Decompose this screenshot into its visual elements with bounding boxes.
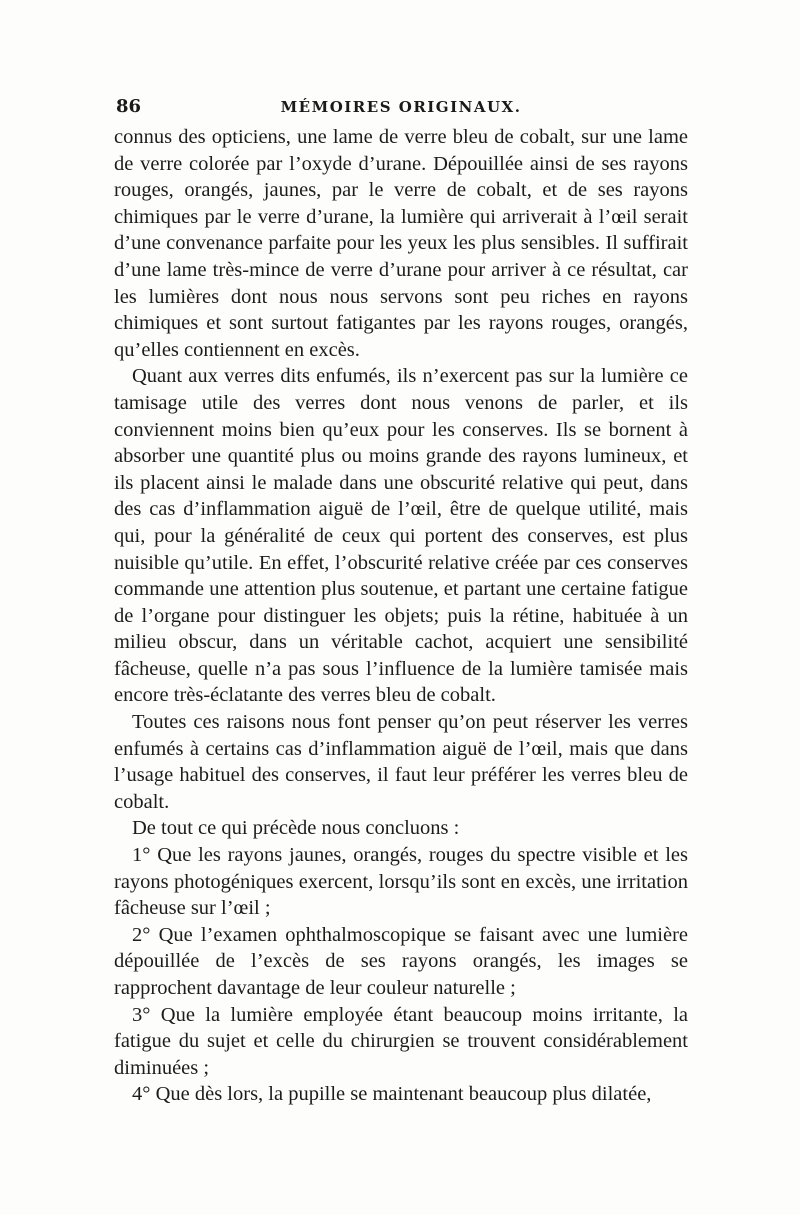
conclusion-item-1: 1° Que les rayons jaunes, orangés, rouges du spectre visible et les rayons photogéniques exercent, lorsqu’ils sont en excès, une irritation fâcheuse sur l’œil ; bbox=[114, 844, 688, 920]
conclusion-item-2: 2° Que l’examen ophthalmoscopique se faisant avec une lumière dépouillée de l’excès de ses rayons orangés, les images se rapprochent davantage de leur couleur naturelle ; bbox=[114, 923, 688, 999]
paragraph-continuation: connus des opticiens, une lame de verre bleu de cobalt, sur une lame de verre colorée par l’oxyde d’urane. Dépouillée ainsi de ses rayons rouges, orangés, jaunes, par le verre de cobalt, et de ses rayons chimiques par le verre d’urane, la lumière qui arriverait à l’œil serait d’une convenance parfaite pour les yeux les plus sensibles. Il suffirait d’une lame très-mince de verre d’urane pour arriver à ce résultat, car les lumières dont nous nous servons sont peu riches en rayons chimiques et sont surtout fatigantes par les rayons rouges, orangés, qu’elles contiennent en excès. bbox=[114, 126, 688, 361]
page-header bbox=[116, 92, 686, 122]
paragraph-recommendation: Toutes ces raisons nous font penser qu’on peut réserver les verres enfumés à certains cas d’inflammation aiguë de l’œil, mais que dans l’usage habituel des conserves, il faut leur préférer les verres bleu de cobalt. bbox=[114, 711, 688, 813]
paragraph-smoked-glass: Quant aux verres dits enfumés, ils n’exercent pas sur la lumière ce tamisage utile des verres dont nous venons de parler, et ils conviennent moins bien qu’eux pour les conserves. Ils se bornent à absorber une quantité plus ou moins grande des rayons lumineux, et ils placent ainsi le malade dans une obscurité relative qui peut, dans des cas d’inflammation aiguë de l’œil, être de quelque utilité, mais qui, pour la généralité de ceux qui portent des conserves, est plus nuisible qu’utile. En effet, l’obscurité relative créée par ces conserves commande une attention plus soutenue, et partant une certaine fatigue de l’organe pour distinguer les objets; puis la rétine, habituée à un milieu obscur, dans un véritable cachot, acquiert une sensibilité fâcheuse, quelle n’a pas sous l’influence de la lumière tamisée mais encore très-éclatante des verres bleu de cobalt. bbox=[114, 365, 688, 707]
page-number: 86 bbox=[116, 96, 142, 117]
running-title: MÉMOIRES ORIGINAUX. bbox=[280, 98, 522, 116]
paragraph-conclusion-intro: De tout ce qui précède nous concluons : bbox=[132, 817, 460, 840]
conclusion-item-4: 4° Que dès lors, la pupille se maintenant beaucoup plus dilatée, bbox=[132, 1083, 652, 1106]
conclusion-item-3: 3° Que la lumière employée étant beaucoup moins irritante, la fatigue du sujet et celle du chirurgien se trouvent considérablement diminuées ; bbox=[114, 1003, 688, 1079]
body-text bbox=[114, 124, 688, 1108]
